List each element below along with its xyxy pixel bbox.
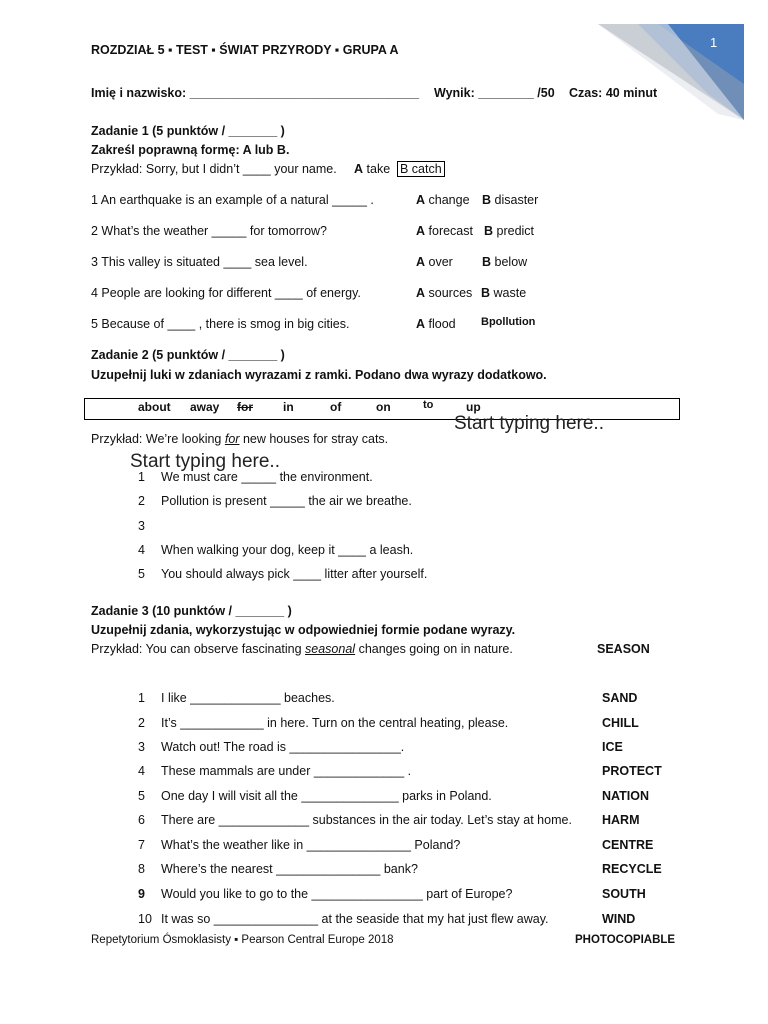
item-text: What’s the weather like in _______________ Poland?	[161, 838, 461, 852]
item-number: 2	[138, 494, 145, 508]
option-letter: B	[482, 193, 492, 207]
task1-item-option-a[interactable]	[416, 193, 470, 207]
example-answer: seasonal	[305, 642, 356, 656]
task1-item-text: 2 What’s the weather _____ for tomorrow?	[91, 224, 328, 238]
task1-title: Zadanie 1 (5 punktów / _______ )	[91, 124, 285, 138]
item-text: It’s ____________ in here. Turn on the central heating, please.	[161, 716, 509, 730]
item-keyword: PROTECT	[602, 764, 662, 778]
item-number: 1	[138, 470, 145, 484]
item-keyword: CENTRE	[602, 838, 654, 852]
option-letter: A	[416, 193, 426, 207]
item-text: One day I will visit all the ______________ parks in Poland.	[161, 789, 492, 803]
task1-item-text: 5 Because of ____ , there is smog in big cities.	[91, 317, 350, 331]
word-box-word: of	[330, 400, 342, 414]
score-label: Wynik: ________ /50	[434, 86, 555, 100]
example-prefix: Przykład: You can observe fascinating	[91, 642, 302, 656]
item-keyword: RECYCLE	[602, 862, 662, 876]
item-number: 8	[138, 862, 145, 876]
word-box-word: in	[283, 400, 294, 414]
word-box-word: away	[190, 400, 220, 414]
option-letter: A	[416, 286, 426, 300]
option-word: forecast	[428, 224, 473, 238]
item-number: 6	[138, 813, 145, 827]
item-number: 10	[138, 912, 152, 926]
item-number: 4	[138, 764, 145, 778]
option-word: predict	[496, 224, 535, 238]
item-number: 3	[138, 740, 145, 754]
option-word: flood	[428, 317, 456, 331]
page-title: ROZDZIAŁ 5 ▪ TEST ▪ ŚWIAT PRZYRODY ▪ GRUPA A	[91, 43, 399, 57]
item-number: 7	[138, 838, 145, 852]
example-suffix: changes going on in nature.	[358, 642, 513, 656]
option-word: sources	[428, 286, 473, 300]
item-text: We must care _____ the environment.	[161, 470, 373, 484]
example-answer: for	[224, 432, 240, 446]
typing-placeholder[interactable]: Start typing here..	[130, 451, 280, 472]
item-number: 9	[138, 887, 145, 901]
item-number: 1	[138, 691, 145, 705]
item-keyword: WIND	[602, 912, 636, 926]
item-text: You should always pick ____ litter after yourself.	[161, 567, 428, 581]
option-word: below	[494, 255, 528, 269]
example-prefix: Przykład: We’re looking	[91, 432, 222, 446]
item-text: I like _____________ beaches.	[161, 691, 335, 705]
time-label: Czas: 40 minut	[569, 86, 658, 100]
word-box-word: on	[376, 400, 391, 414]
option-letter: B	[482, 255, 492, 269]
task1-item-text: 3 This valley is situated ____ sea level.	[91, 255, 308, 269]
item-number: 5	[138, 789, 145, 803]
item-number: 4	[138, 543, 145, 557]
word-box-word-used: for	[237, 400, 253, 414]
item-keyword: SAND	[602, 691, 638, 705]
item-text: These mammals are under _____________ .	[161, 764, 412, 778]
item-keyword: CHILL	[602, 716, 639, 730]
item-keyword: NATION	[602, 789, 649, 803]
task2-instruction: Uzupełnij luki w zdaniach wyrazami z ramki. Podano dwa wyrazy dodatkowo.	[91, 368, 547, 382]
word-box-word: to	[423, 399, 434, 411]
item-text: Where’s the nearest _______________ bank?	[161, 862, 418, 876]
option-letter: B	[481, 286, 491, 300]
item-number: 2	[138, 716, 145, 730]
task1-example-option-a	[354, 162, 390, 176]
task3-instruction: Uzupełnij zdania, wykorzystując w odpowiedniej formie podane wyrazy.	[91, 623, 516, 637]
task3-title: Zadanie 3 (10 punktów / _______ )	[91, 604, 292, 618]
word-box-word: about	[138, 400, 171, 414]
task1-item-text: 4 People are looking for different ____ of energy.	[91, 286, 361, 300]
task1-item-option-a[interactable]	[416, 224, 473, 238]
item-text: It was so _______________ at the seaside that my hat just flew away.	[161, 912, 549, 926]
option-letter: B	[484, 224, 494, 238]
page-number: 1	[710, 35, 718, 50]
task2-title: Zadanie 2 (5 punktów / _______ )	[91, 348, 285, 362]
task1-example: Przykład: Sorry, but I didn’t ____ your name.	[91, 162, 337, 176]
item-text: Would you like to go to the ________________ part of Europe?	[161, 887, 513, 901]
task1-item-text: 1 An earthquake is an example of a natural _____ .	[91, 193, 374, 207]
task1-item-option-a[interactable]	[416, 255, 453, 269]
option-letter: A	[354, 162, 364, 176]
option-word: waste	[493, 286, 527, 300]
item-keyword: HARM	[602, 813, 640, 827]
item-number: 5	[138, 567, 145, 581]
task1-item-option-a[interactable]	[416, 286, 472, 300]
task1-item-option-b[interactable]	[484, 224, 534, 238]
option-word: disaster	[494, 193, 539, 207]
task1-example-option-b-circled: B catch	[397, 161, 445, 177]
option-letter: B	[481, 316, 489, 328]
option-word: over	[428, 255, 453, 269]
example-suffix: new houses for stray cats.	[242, 432, 389, 446]
task1-instruction: Zakreśl poprawną formę: A lub B.	[91, 143, 290, 157]
item-keyword: ICE	[602, 740, 623, 754]
option-word: take	[366, 162, 391, 176]
option-letter: A	[416, 255, 426, 269]
typing-placeholder[interactable]: Start typing here..	[454, 413, 604, 434]
option-word: change	[428, 193, 470, 207]
option-letter: A	[416, 317, 426, 331]
task1-item-option-b[interactable]	[482, 255, 527, 269]
item-text: Pollution is present _____ the air we breathe.	[161, 494, 412, 508]
task1-item-option-a[interactable]	[416, 317, 456, 331]
task1-item-option-b[interactable]	[482, 193, 538, 207]
footer-publisher: Repetytorium Ósmoklasisty ▪ Pearson Central Europe 2018	[91, 934, 394, 946]
task1-item-option-b[interactable]	[481, 316, 535, 328]
option-letter: A	[416, 224, 426, 238]
option-word: pollution	[488, 316, 536, 328]
item-text: When walking your dog, keep it ____ a leash.	[161, 543, 414, 557]
footer-photocopiable: PHOTOCOPIABLE	[575, 934, 676, 946]
item-keyword: SOUTH	[602, 887, 646, 901]
task2-example	[91, 432, 388, 446]
item-text: There are _____________ substances in the air today. Let’s stay at home.	[161, 813, 572, 827]
task1-item-option-b[interactable]	[481, 286, 526, 300]
word-box-word: up	[466, 400, 481, 414]
item-text: Watch out! The road is ________________.	[161, 740, 405, 754]
name-label: Imię i nazwisko: _________________________________	[91, 86, 420, 100]
page-corner-decoration	[598, 24, 744, 120]
task3-example	[91, 642, 513, 656]
item-number: 3	[138, 519, 145, 533]
example-keyword: SEASON	[597, 642, 650, 656]
